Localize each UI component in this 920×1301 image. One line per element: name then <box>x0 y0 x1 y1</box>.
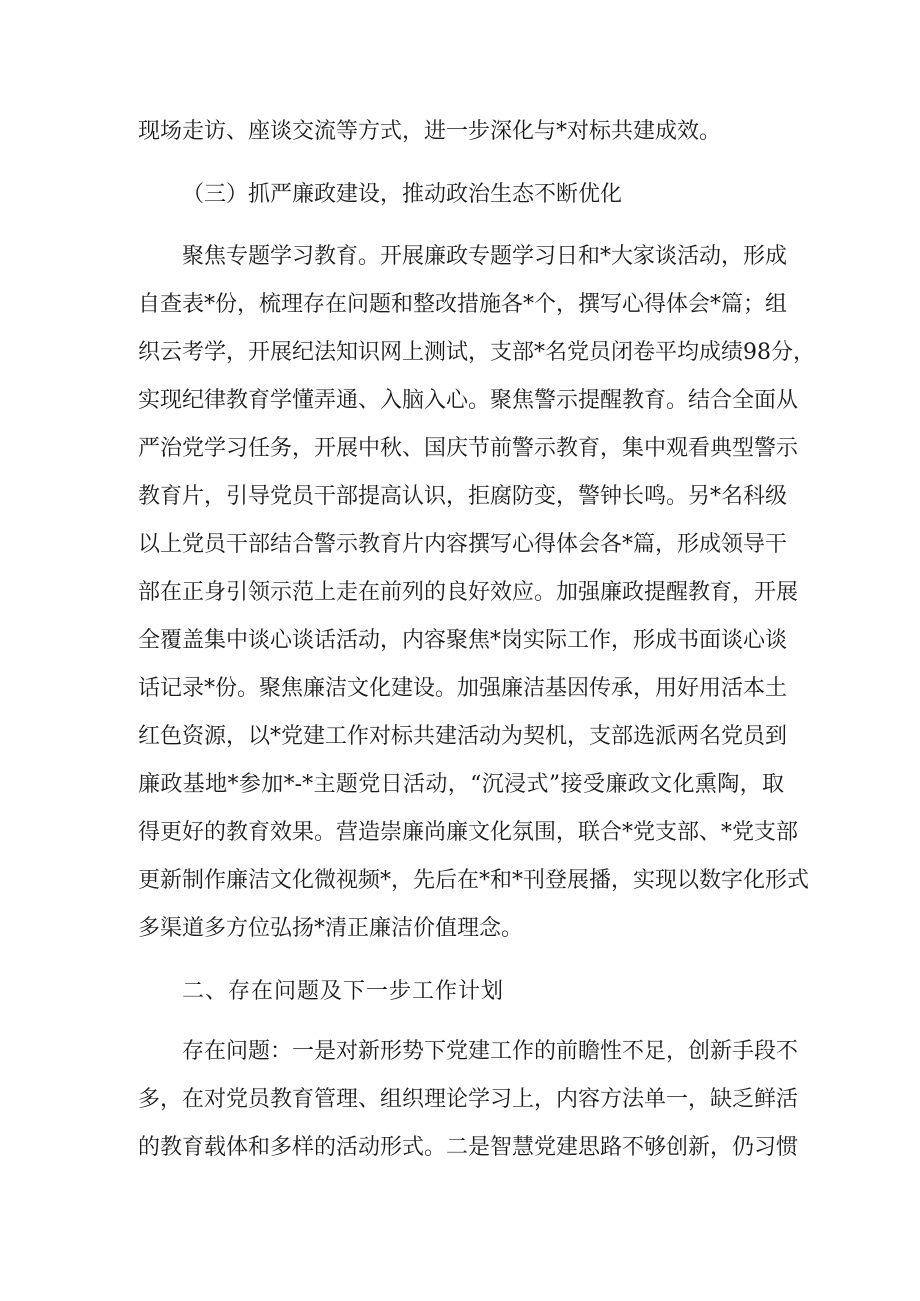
paragraph-line: 红色资源，以*党建工作对标共建活动为契机，支部选派两名党员到 <box>138 724 788 749</box>
paragraph-line: 得更好的教育效果。营造崇廉尚廉文化氛围，联合*党支部、*党支部 <box>138 820 799 845</box>
paragraph-line: 实现纪律教育学懂弄通、入脑入心。聚焦警示提醒教育。结合全面从 <box>138 388 799 413</box>
paragraph-line: 严治党学习任务，开展中秋、国庆节前警示教育，集中观看典型警示 <box>138 436 799 461</box>
section-heading: （三）抓严廉政建设，推动政治生态不断优化 <box>182 182 623 207</box>
paragraph-line: 多，在对党员教育管理、组织理论学习上，内容方法单一，缺乏鲜活 <box>138 1087 799 1112</box>
paragraph-line: 自查表*份，梳理存在问题和整改措施各*个，撰写心得体会*篇；组 <box>138 292 788 317</box>
paragraph-line: 存在问题：一是对新形势下党建工作的前瞻性不足，创新手段不 <box>182 1039 799 1064</box>
paragraph-line: 部在正身引领示范上走在前列的良好效应。加强廉政提醒教育，开展 <box>138 580 799 605</box>
section-heading: 二、存在问题及下一步工作计划 <box>182 979 505 1004</box>
paragraph-line: 现场走访、座谈交流等方式，进一步深化与*对标共建成效。 <box>138 119 722 144</box>
paragraph-line: 多渠道多方位弘扬*清正廉洁价值理念。 <box>138 916 524 941</box>
paragraph-line: 以上党员干部结合警示教育片内容撰写心得体会各*篇，形成领导干 <box>138 532 788 557</box>
paragraph-line: 全覆盖集中谈心谈话活动，内容聚焦*岗实际工作，形成书面谈心谈 <box>138 628 788 653</box>
paragraph-line: 的教育载体和多样的活动形式。二是智慧党建思路不够创新，仍习惯 <box>138 1135 799 1160</box>
paragraph-line: 廉政基地*参加*-*主题党日活动，“沉浸式”接受廉政文化熏陶，取 <box>138 772 784 797</box>
paragraph-line: 教育片，引导党员干部提高认识，拒腐防变，警钟长鸣。另*名科级 <box>138 484 788 509</box>
paragraph-line: 织云考学，开展纪法知识网上测试，支部*名党员闭卷平均成绩98分， <box>138 340 815 365</box>
paragraph-line: 话记录*份。聚焦廉洁文化建设。加强廉洁基因传承，用好用活本土 <box>138 676 788 701</box>
paragraph-line: 聚焦专题学习教育。开展廉政专题学习日和*大家谈活动，形成 <box>182 244 788 269</box>
paragraph-line: 更新制作廉洁文化微视频*，先后在*和*刊登展播，实现以数字化形式 <box>138 868 810 893</box>
